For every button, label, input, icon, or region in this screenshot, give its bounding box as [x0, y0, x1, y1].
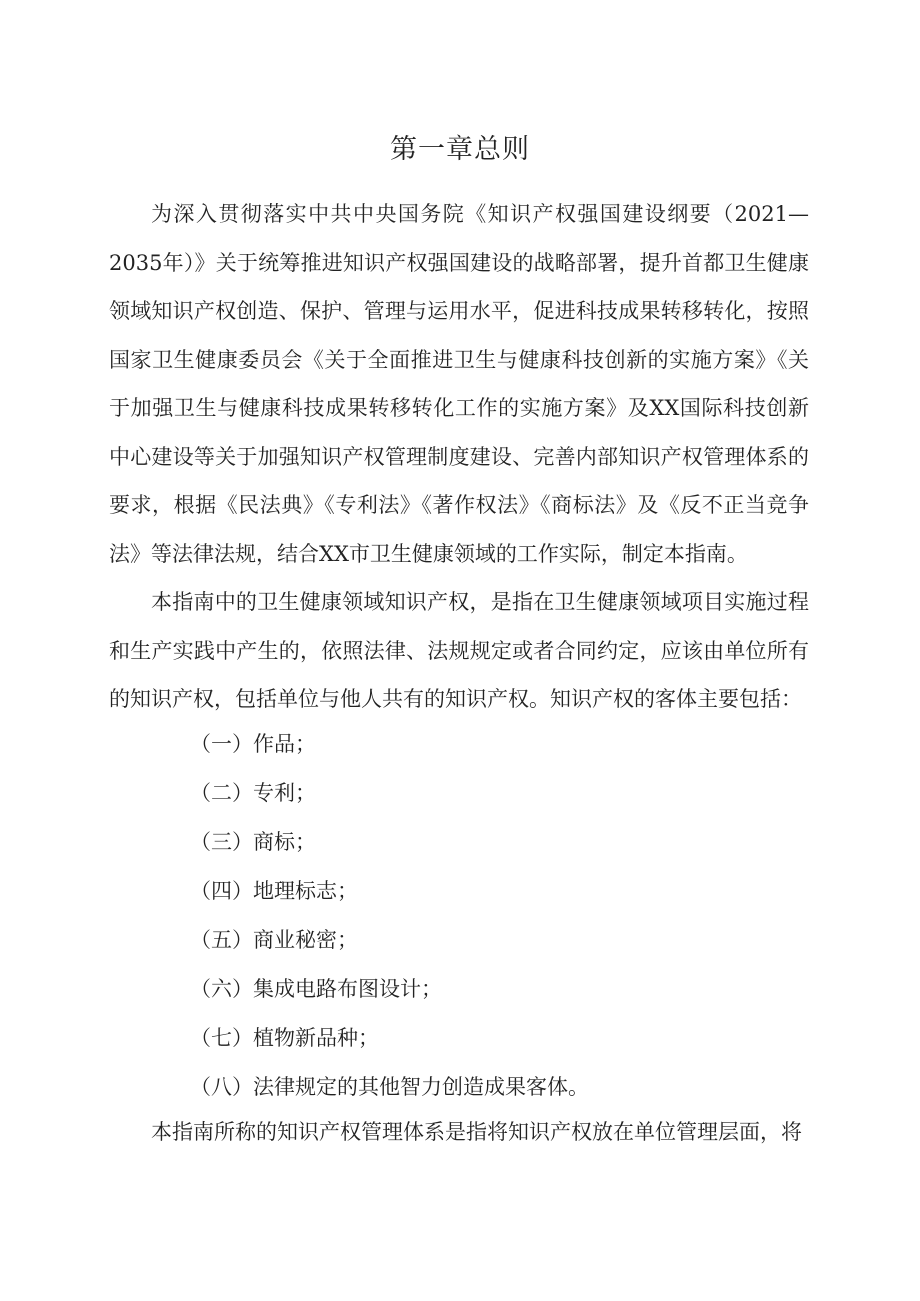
- list-item: （七）植物新品种；: [190, 1026, 379, 1050]
- paragraph-purpose: 为深入贯彻落实中共中央国务院《知识产权强国建设纲要（2021—2035年）》关于统筹推进知识产权强国建设的战略部署，提升首都卫生健康领域知识产权创造、保护、管理与运用水平，促进科技成果转移转化，按照国家卫生健康委员会《关于全面推进卫生与健康科技创新的实施方案》《关于加强卫生与健康科技成果转移转化工作的实施方案》及XX国际科技创新中心建设等关于加强知识产权管理制度建设、完善内部知识产权管理体系的要求，根据《民法典》《专利法》《著作权法》《商标法》及《反不正当竞争法》等法律法规，结合XX市卫生健康领域的工作实际，制定本指南。: [109, 202, 809, 566]
- list-item: （一）作品；: [190, 732, 316, 756]
- list-item: （三）商标；: [190, 830, 316, 854]
- list-item: （八）法律规定的其他智力创造成果客体。: [190, 1075, 589, 1099]
- paragraph-definition: 本指南中的卫生健康领域知识产权，是指在卫生健康领域项目实施过程和生产实践中产生的，依照法律、法规规定或者合同约定，应该由单位所有的知识产权，包括单位与他人共有的知识产权。知识产权的客体主要包括：: [109, 590, 809, 711]
- ip-object-list: [190, 720, 589, 1112]
- list-item: （六）集成电路布图设计；: [190, 977, 442, 1001]
- list-item: （四）地理标志；: [190, 879, 358, 903]
- list-item: （二）专利；: [190, 781, 316, 805]
- chapter-title: 第一章总则: [390, 134, 530, 165]
- list-item: （五）商业秘密；: [190, 928, 358, 952]
- paragraph-management-system: 本指南所称的知识产权管理体系是指将知识产权放在单位管理层面，将: [151, 1120, 802, 1144]
